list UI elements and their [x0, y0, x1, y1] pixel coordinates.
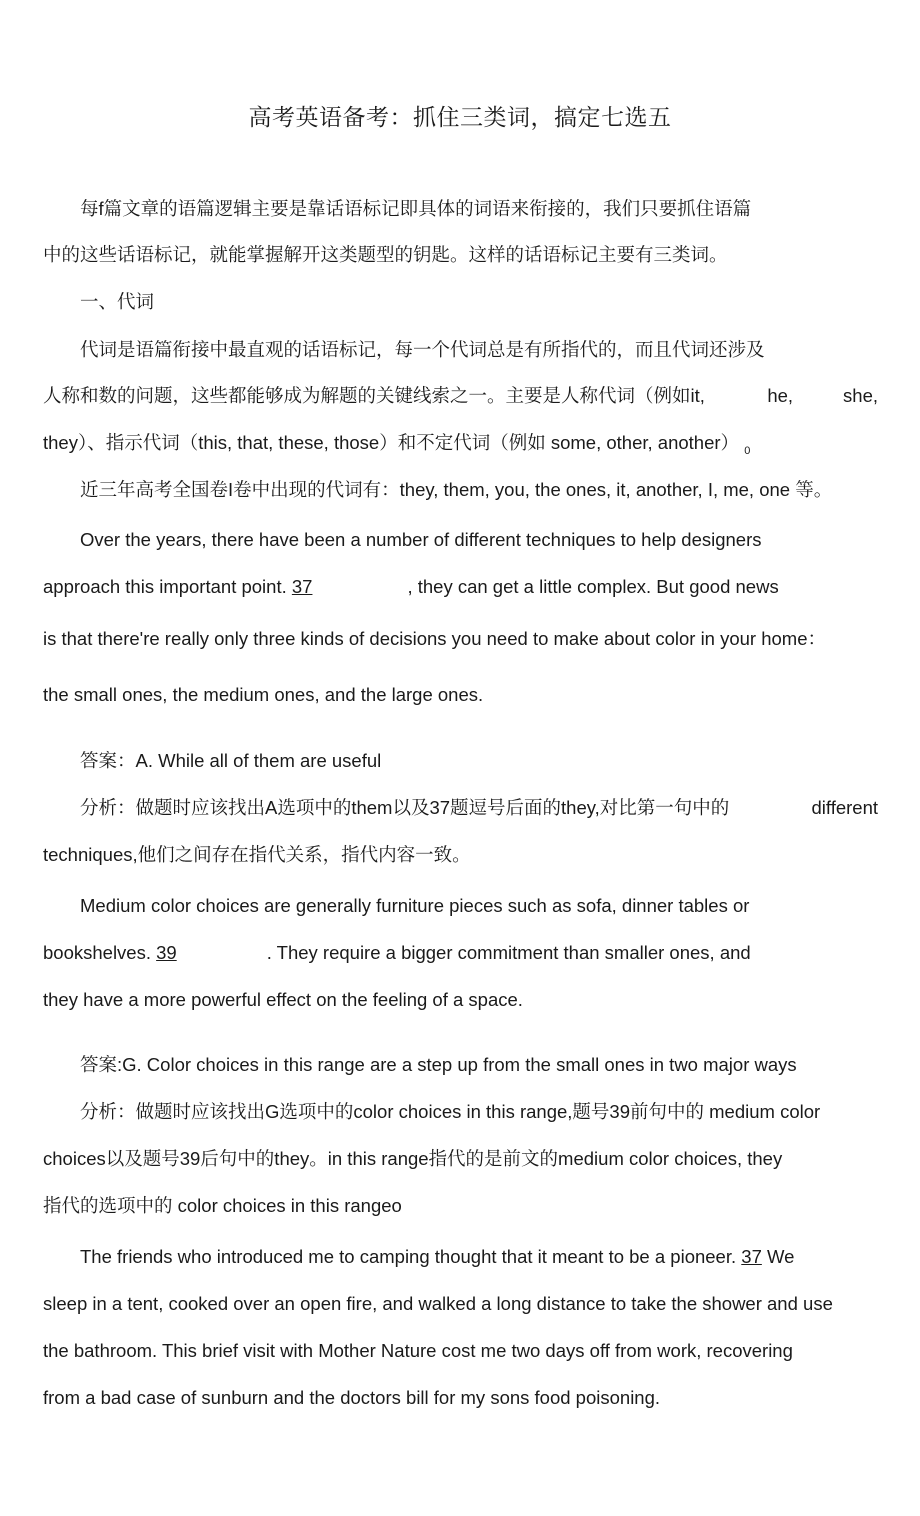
pronoun-paragraph-line-2 [43, 384, 878, 408]
example1-answer: 答案：A. While all of them are useful [80, 750, 382, 771]
blank-39: 39 [156, 942, 177, 963]
example3-line-1-start: The friends who introduced me to camping thought that it meant to be a pioneer. [80, 1246, 742, 1267]
blank-37-camping: 37 [741, 1246, 762, 1267]
example3-line-2: sleep in a tent, cooked over an open fire, and walked a long distance to take the shower and use [43, 1293, 833, 1314]
example2-analysis-line-3: 指代的选项中的 color choices in this rangeo [43, 1195, 402, 1216]
example2-line-2-end: . They require a bigger commitment than smaller ones, and [266, 942, 751, 963]
example1-line-2-end: , they can get a little complex. But good news [407, 576, 779, 597]
example1-line-3: is that there're really only three kinds of decisions you need to make about color in your home： [43, 628, 827, 649]
example1-line-1: Over the years, there have been a number of different techniques to help designers [80, 529, 762, 550]
section-heading-pronouns: 一、代词 [80, 291, 155, 312]
example3-line-1 [80, 1245, 794, 1269]
pronoun-paragraph-line-1: 代词是语篇衔接中最直观的话语标记，每一个代词总是有所指代的，而且代词还涉及 [80, 339, 765, 360]
example1-analysis-end: different [811, 797, 878, 818]
page-title: 高考英语备考：抓住三类词，搞定七选五 [248, 105, 672, 131]
pronoun-she: she, [843, 385, 878, 406]
example2-line-2 [43, 941, 751, 965]
example2-line-1: Medium color choices are generally furniture pieces such as sofa, dinner tables or [80, 895, 750, 916]
intro-line-2: 中的这些话语标记，就能掌握解开这类题型的钥匙。这样的话语标记主要有三类词。 [43, 244, 728, 265]
example2-line-3: they have a more powerful effect on the feeling of a space. [43, 989, 523, 1010]
example2-line-2-start: bookshelves. [43, 942, 157, 963]
example2-analysis-line-1: 分析：做题时应该找出G选项中的color choices in this range,题号39前句中的 medium color [80, 1101, 821, 1122]
example1-analysis-main: 分析：做题时应该找出A选项中的them以及37题逗号后面的they,对比第一句中的 [80, 797, 730, 818]
example3-line-4: from a bad case of sunburn and the doctors bill for my sons food poisoning. [43, 1387, 661, 1408]
pronoun-paragraph-line-3 [43, 431, 750, 458]
pronoun-he: he, [767, 385, 794, 406]
example1-line-4: the small ones, the medium ones, and the large ones. [43, 684, 484, 705]
example1-line-2-start: approach this important point. [43, 576, 292, 597]
footnote-mark: 0 [744, 445, 751, 457]
intro-line-1: 每f篇文章的语篇逻辑主要是靠话语标记即具体的词语来衔接的，我们只要抓住语篇 [80, 198, 752, 219]
example2-analysis-line-2: choices以及题号39后句中的they。in this range指代的是前文的medium color choices, they [43, 1148, 783, 1169]
pronoun-examples-line: 近三年高考全国卷I卷中出现的代词有：they, them, you, the ones, it, another, I, me, one 等。 [80, 479, 833, 500]
example2-answer: 答案:G. Color choices in this range are a step up from the small ones in two major ways [80, 1054, 797, 1075]
blank-37: 37 [291, 576, 313, 597]
pronoun-paragraph-line-2-main: 人称和数的问题，这些都能够成为解题的关键线索之一。主要是人称代词（例如it, [43, 385, 705, 406]
example3-line-3: the bathroom. This brief visit with Mother Nature cost me two days off from work, recovering [43, 1340, 793, 1361]
example1-analysis-line-1 [80, 796, 878, 820]
example1-analysis-line-2: techniques,他们之间存在指代关系，指代内容一致。 [43, 844, 471, 865]
pronoun-types-text: they）、指示代词（this, that, these, those）和不定代词（例如 some, other, another） [43, 432, 740, 453]
example3-line-1-end: We [761, 1246, 795, 1267]
example1-line-2 [43, 575, 779, 599]
